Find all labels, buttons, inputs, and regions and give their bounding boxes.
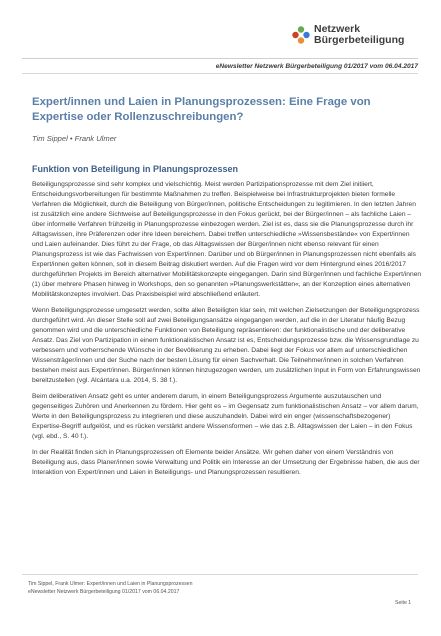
- article-title: Expert/innen und Laien in Planungsprozessen: Eine Frage von Expertise oder Rollenzuschreibungen?: [32, 96, 371, 123]
- article-authors: Tim Sippel • Frank Ulmer: [32, 134, 117, 143]
- section-heading: Funktion von Beteiligung in Planungsprozessen: [32, 164, 239, 174]
- paragraph: Beim deliberativen Ansatz geht es unter anderem darum, in einem Beteiligungsprozess Argumente auszutauschen und gegenseitiges Zuhören und Anerkennen zu fördern. Hier geht es – im Gegensatz zum funktionalistischen Ansatz – vor allem darum, Werte in den Beteiligungsprozess zu integrieren und diese auszuhandeln. Dabei wird ein enger (wissenschaftsbezogener) Expertise-Begriff aufgelöst, und es rücken verstärkt andere Wissensformen – wie das z.B. Alltagswissen der Laien – in den Fokus (vgl. ebd., S. 40 f.).: [32, 393, 419, 440]
- footer-divider: [22, 574, 418, 575]
- footer-line-1: Tim Sippel, Frank Ulmer: Expert/innen und Laien in Planungsprozessen: [28, 581, 193, 587]
- article-body: [32, 180, 422, 484]
- brand-logo: [292, 24, 404, 46]
- brand-wordmark: [314, 24, 404, 46]
- paragraph: Wenn Beteiligungsprozesse umgesetzt werden, sollte allen Beteiligten klar sein, mit welchen Zielsetzungen der Beteiligungsprozess durchgeführt wird. An dieser Stelle soll auf zwei Beteiligungsansätze eingegangen werden, auf die in der Literatur häufig Bezug genommen wird und die unterschiedliche Funktionen von Beteiligung repräsentieren: der funktionalistische und der deliberative Ansatz. Das Ziel von Partizipation in einem funktionalistischen Ansatz ist es, Entscheidungsprozesse bzw. die Wissensgrundlage zu verbessern und vorherrschende Wünsche in der Bevölkerung zu erheben. Dabei liegt der Fokus vor allem auf unterschiedlichen Wissensträger/innen und der Suche nach der besten Lösung für einen Sachverhalt. Die Teilnehmer/innen in solchen Verfahren bestehen meist aus Expert/innen. Bürger/innen können hinzugezogen werden, um zusätzlichen Input in Form von Erfahrungswissen bereitzustellen (vgl. Alcántara u.a. 2014, S. 38 f.).: [32, 307, 421, 384]
- footer-line-2: eNewsletter Netzwerk Bürgerbeteiligung 01/2017 vom 06.04.2017: [28, 589, 180, 595]
- header-divider: [22, 58, 418, 59]
- header-divider-secondary: [22, 73, 418, 74]
- paragraph: In der Realität finden sich in Planungsprozessen oft Elemente beider Ansätze. Wir gehen daher von einem Verständnis von Beteiligung aus, dass Planer/innen sowie Verwaltung und Politik ein Interesse an der Umsetzung der Ergebnisse haben, die aus der Interaktion von Expert/innen und Laien in Beteiligungs- und Planungsprozessen resultieren.: [32, 449, 420, 476]
- paragraph: Beteiligungsprozesse sind sehr komplex und vielschichtig. Meist werden Partizipationsprozesse mit dem Ziel initiiert, Entscheidungsvorbereitungen für bestimmte Maßnahmen zu treffen. Beispielweise bei Infrastrukturprojekten bieten formelle Verfahren die Möglichkeit, durch die Beteiligung von Bürger/innen, politische Entscheidungen zu legitimieren. In den letzten Jahren ist zusätzlich eine andere Sichtweise auf Beteiligungsprozesse in den Fokus gerückt, bei der Bürger/innen – als fachliche Laien – über informelle Verfahren frühzeitig in Planungsprozesse einbezogen werden. Ziel ist es, dass sie die Planungsprozesse durch ihr Alltagswissen, ihre Präferenzen oder ihre Ideen bereichern. Dabei treffen unterschiedliche »Wissensbestände« von Expert/innen und Laien aufeinander. Dies führt zu der Frage, ob das Alltagswissen der Bürger/innen nicht ebenso relevant für einen Planungsprozess ist wie das Fachwissen von Expert/innen. Darüber und ob Bürger/innen in Planungsprozessen nicht ebenfalls als Expert/innen gelten können, soll in diesem Beitrag diskutiert werden. Auf die Fragen wird vor dem Hintergrund eines 2016/2017 durchgeführten Projekts im Bereich alternativer Mobilitätskonzepte eingegangen. Darin sind Bürger/innen und fachliche Expert/innen (1) über mehrere Phasen hinweg in Workshops, den so genannten »Planungswerkstätten«, an der Konzeption eines alternativen Mobilitätskonzeptes involviert. Das Praxisbeispiel wird abschließend erläutert.: [32, 181, 422, 298]
- footer-citation: [28, 580, 192, 596]
- network-logo-icon: [292, 26, 310, 44]
- enewsletter-line: eNewsletter Netzwerk Bürgerbeteiligung 01/2017 vom 06.04.2017: [215, 63, 418, 70]
- brand-line-1: Netzwerk: [314, 23, 361, 35]
- page-number: Seite 1: [395, 600, 412, 606]
- brand-line-2: Bürgerbeteiligung: [314, 34, 405, 46]
